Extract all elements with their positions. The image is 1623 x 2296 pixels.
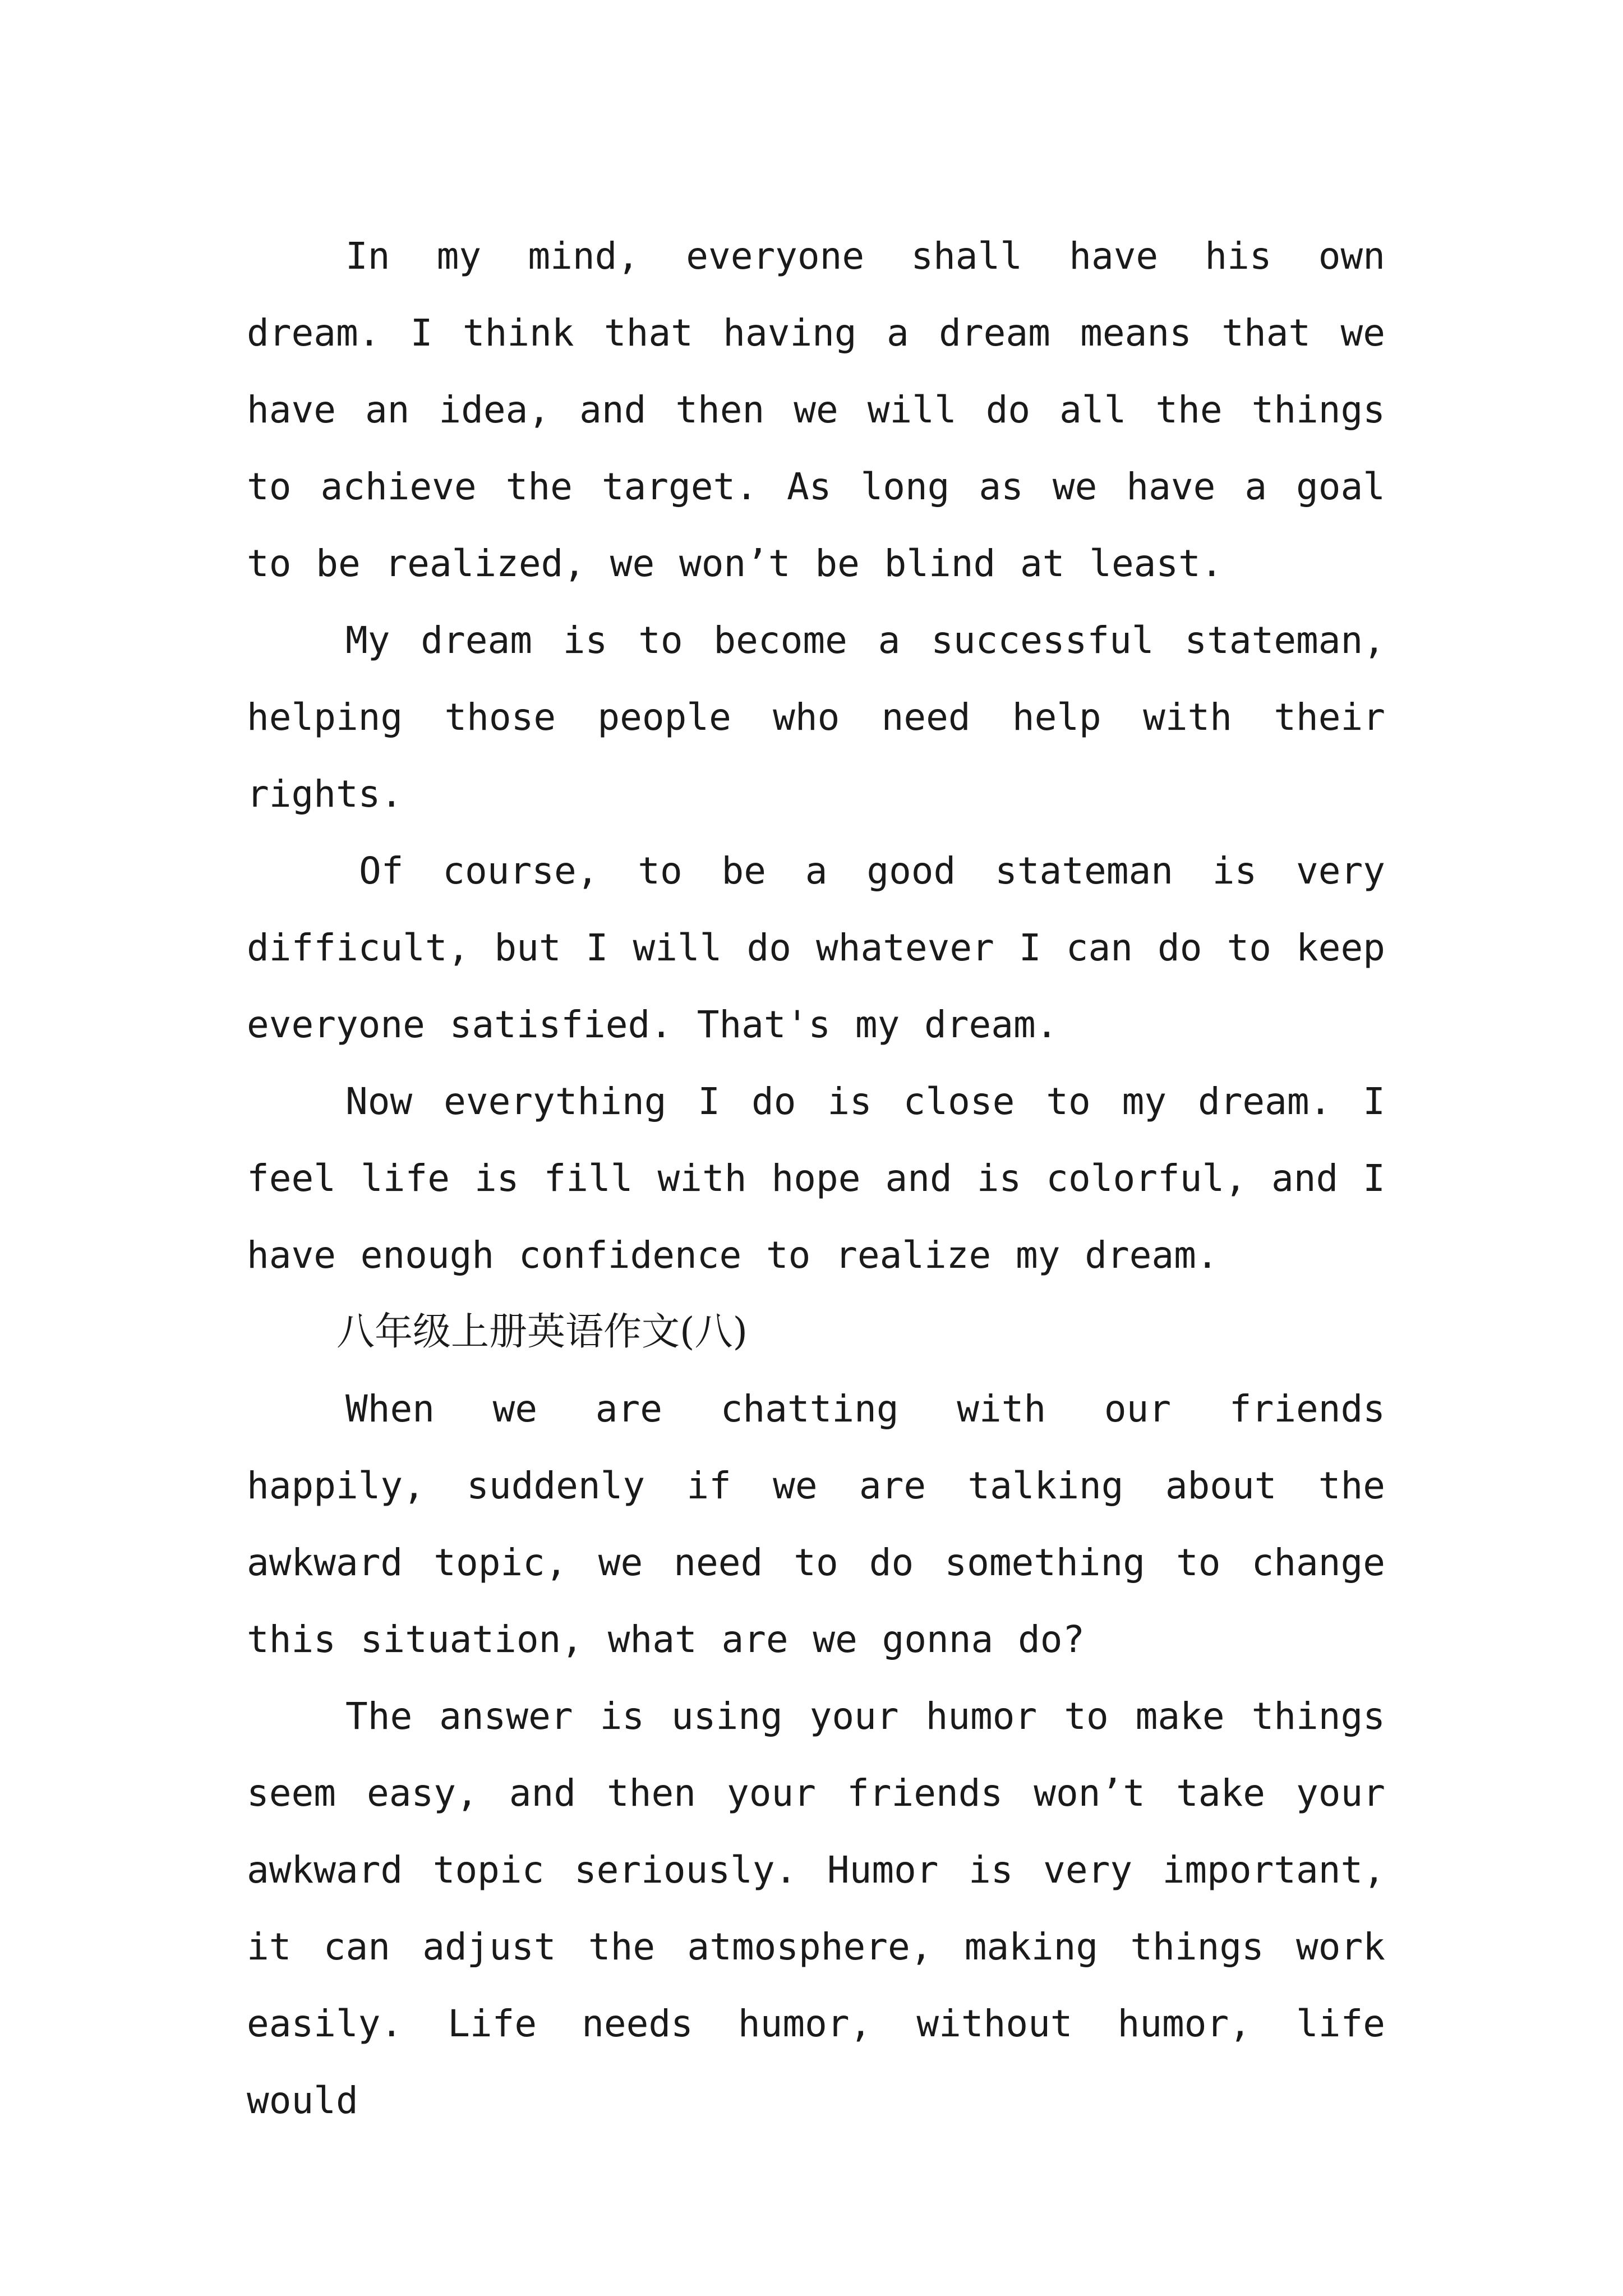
- section-heading: 八年级上册英语作文(八): [336, 1310, 748, 1354]
- paragraph-dream-stateman: My dream is to become a successful stateman, helping those people who need help with their rights.: [247, 619, 1385, 816]
- paragraph-humor-answer: The answer is using your humor to make things seem easy, and then your friends won’t take your awkward topic seriously. Humor is very important, it can adjust the atmosphere, making things work easily. Life needs humor, without humor, life would: [247, 1695, 1385, 2122]
- paragraph-dream-difficult: Of course, to be a good stateman is very difficult, but I will do whatever I can do to keep everyone satisfied. That's my dream.: [247, 849, 1385, 1046]
- paragraph-dream-conclusion: Now everything I do is close to my dream. I feel life is fill with hope and is colorful, and I have enough confidence to realize my dream.: [247, 1080, 1385, 1277]
- paragraph-humor-intro: When we are chatting with our friends happily, suddenly if we are talking about the awkward topic, we need to do something to change this situation, what are we gonna do?: [247, 1387, 1385, 1661]
- document-body: [247, 218, 1385, 2139]
- paragraph-dream-intro: In my mind, everyone shall have his own dream. I think that having a dream means that we have an idea, and then we will do all the things to achieve the target. As long as we have a goal to be realized, we won’t be blind at least.: [247, 234, 1385, 585]
